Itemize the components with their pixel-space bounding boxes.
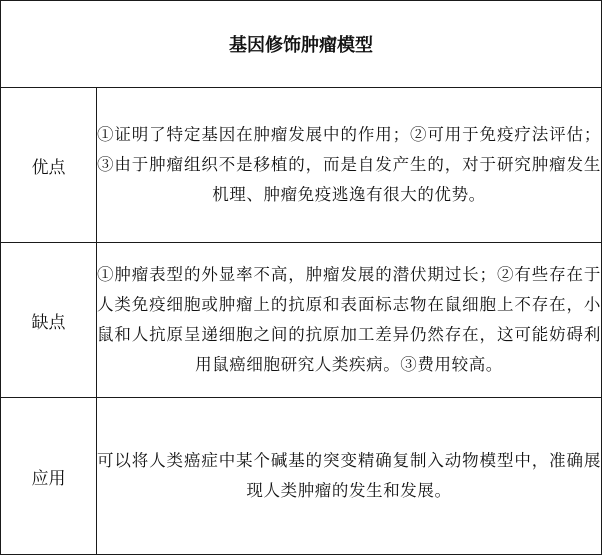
table-row-applications (1, 398, 602, 555)
table-title: 基因修饰肿瘤模型 (1, 1, 602, 88)
title-row (1, 1, 602, 88)
row-content-advantages: ①证明了特定基因在肿瘤发展中的作用；②可用于免疫疗法评估；③由于肿瘤组织不是移植的，而是自发产生的，对于研究肿瘤发生机理、肿瘤免疫逃逸有很大的优势。 (97, 88, 602, 243)
row-label-advantages: 优点 (1, 88, 97, 243)
row-content-applications: 可以将人类癌症中某个碱基的突变精确复制入动物模型中，准确展现人类肿瘤的发生和发展。 (97, 398, 602, 555)
row-label-applications: 应用 (1, 398, 97, 555)
row-content-disadvantages: ①肿瘤表型的外显率不高，肿瘤发展的潜伏期过长；②有些存在于人类免疫细胞或肿瘤上的抗原和表面标志物在鼠细胞上不存在，小鼠和人抗原呈递细胞之间的抗原加工差异仍然存在，这可能妨碍利用鼠癌细胞研究人类疾病。③费用较高。 (97, 243, 602, 398)
table-row-advantages (1, 88, 602, 243)
table-row-disadvantages (1, 243, 602, 398)
row-label-disadvantages: 缺点 (1, 243, 97, 398)
